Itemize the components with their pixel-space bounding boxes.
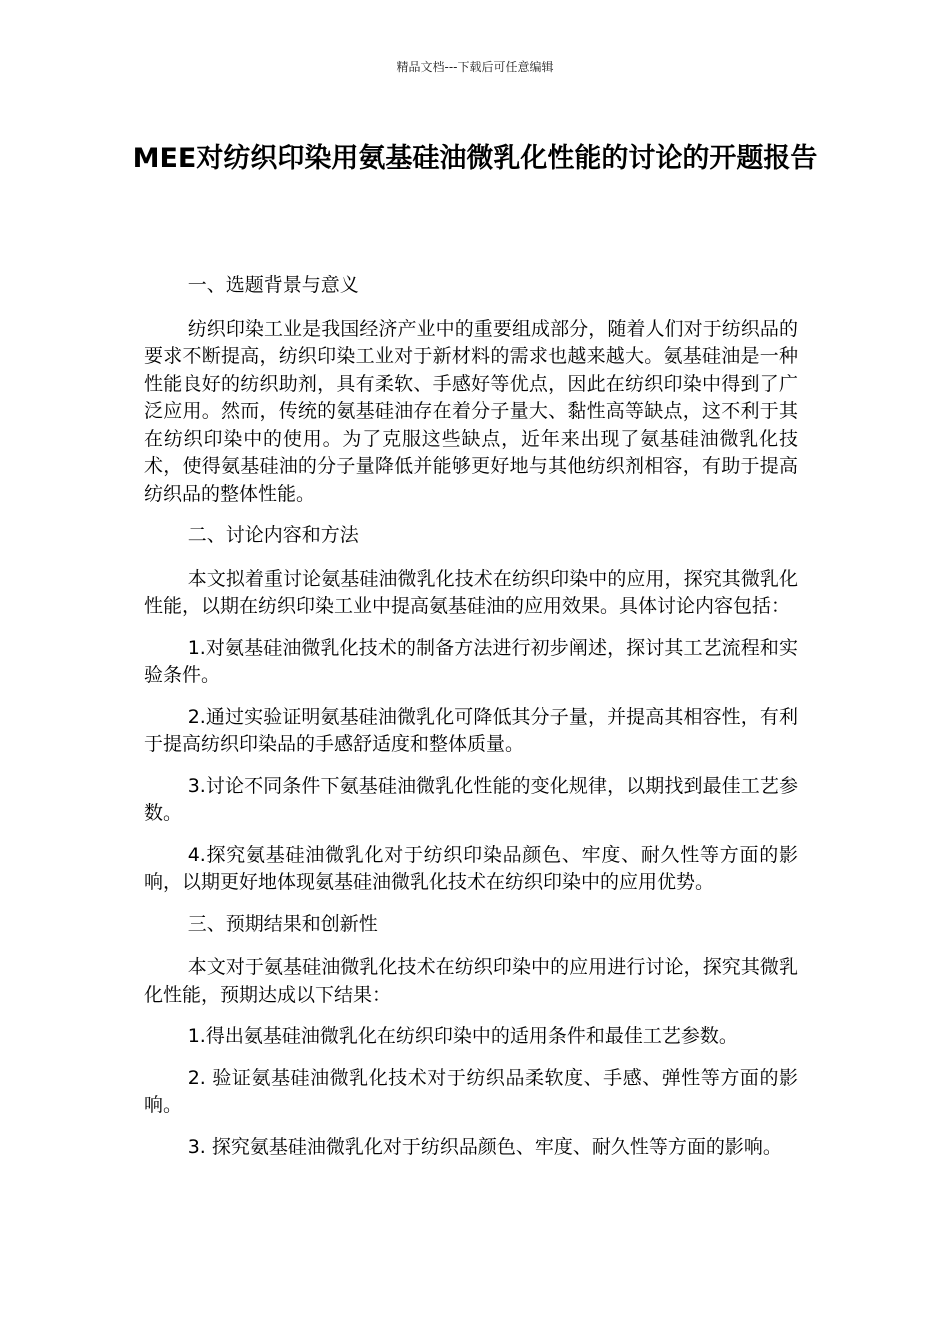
section-heading-background: 一、选题背景与意义 xyxy=(187,274,359,296)
list-item-content-1: 1.对氨基硅油微乳化技术的制备方法进行初步阐述，探讨其工艺流程和实验条件。 xyxy=(144,636,798,686)
paragraph-background: 纺织印染工业是我国经济产业中的重要组成部分，随着人们对于纺织品的要求不断提高，纺织印染工业对于新材料的需求也越来越大。氨基硅油是一种性能良好的纺织助剂，具有柔软、手感好等优点，因此在纺织印染中得到了广泛应用。然而，传统的氨基硅油存在着分子量大、黏性高等缺点，这不利于其在纺织印染中的使用。为了克服这些缺点，近年来出现了氨基硅油微乳化技术，使得氨基硅油的分子量降低并能够更好地与其他纺织剂相容，有助于提高纺织品的整体性能。 xyxy=(144,317,798,505)
document-body xyxy=(144,272,798,1175)
list-item-result-2: 2. 验证氨基硅油微乳化技术对于纺织品柔软度、手感、弹性等方面的影响。 xyxy=(144,1066,798,1116)
document-title: MEE对纺织印染用氨基硅油微乳化性能的讨论的开题报告 xyxy=(132,143,818,174)
list-item-content-3: 3.讨论不同条件下氨基硅油微乳化性能的变化规律，以期找到最佳工艺参数。 xyxy=(144,774,798,824)
list-item-result-1: 1.得出氨基硅油微乳化在纺织印染中的适用条件和最佳工艺参数。 xyxy=(187,1025,738,1047)
section-heading-expected-results: 三、预期结果和创新性 xyxy=(187,912,378,935)
section-heading-content-method: 二、讨论内容和方法 xyxy=(187,524,359,546)
list-item-result-3: 3. 探究氨基硅油微乳化对于纺织品颜色、牢度、耐久性等方面的影响。 xyxy=(187,1135,782,1158)
header-note: 精品文档---下载后可任意编辑 xyxy=(396,60,554,74)
paragraph-content-intro: 本文拟着重讨论氨基硅油微乳化技术在纺织印染中的应用，探究其微乳化性能，以期在纺织印染工业中提高氨基硅油的应用效果。具体讨论内容包括： xyxy=(144,567,798,617)
list-item-content-4: 4.探究氨基硅油微乳化对于纺织印染品颜色、牢度、耐久性等方面的影响，以期更好地体现氨基硅油微乳化技术在纺织印染中的应用优势。 xyxy=(144,843,798,893)
paragraph-results-intro: 本文对于氨基硅油微乳化技术在纺织印染中的应用进行讨论，探究其微乳化性能，预期达成以下结果： xyxy=(144,956,798,1006)
list-item-content-2: 2.通过实验证明氨基硅油微乳化可降低其分子量，并提高其相容性，有利于提高纺织印染品的手感舒适度和整体质量。 xyxy=(144,705,798,755)
